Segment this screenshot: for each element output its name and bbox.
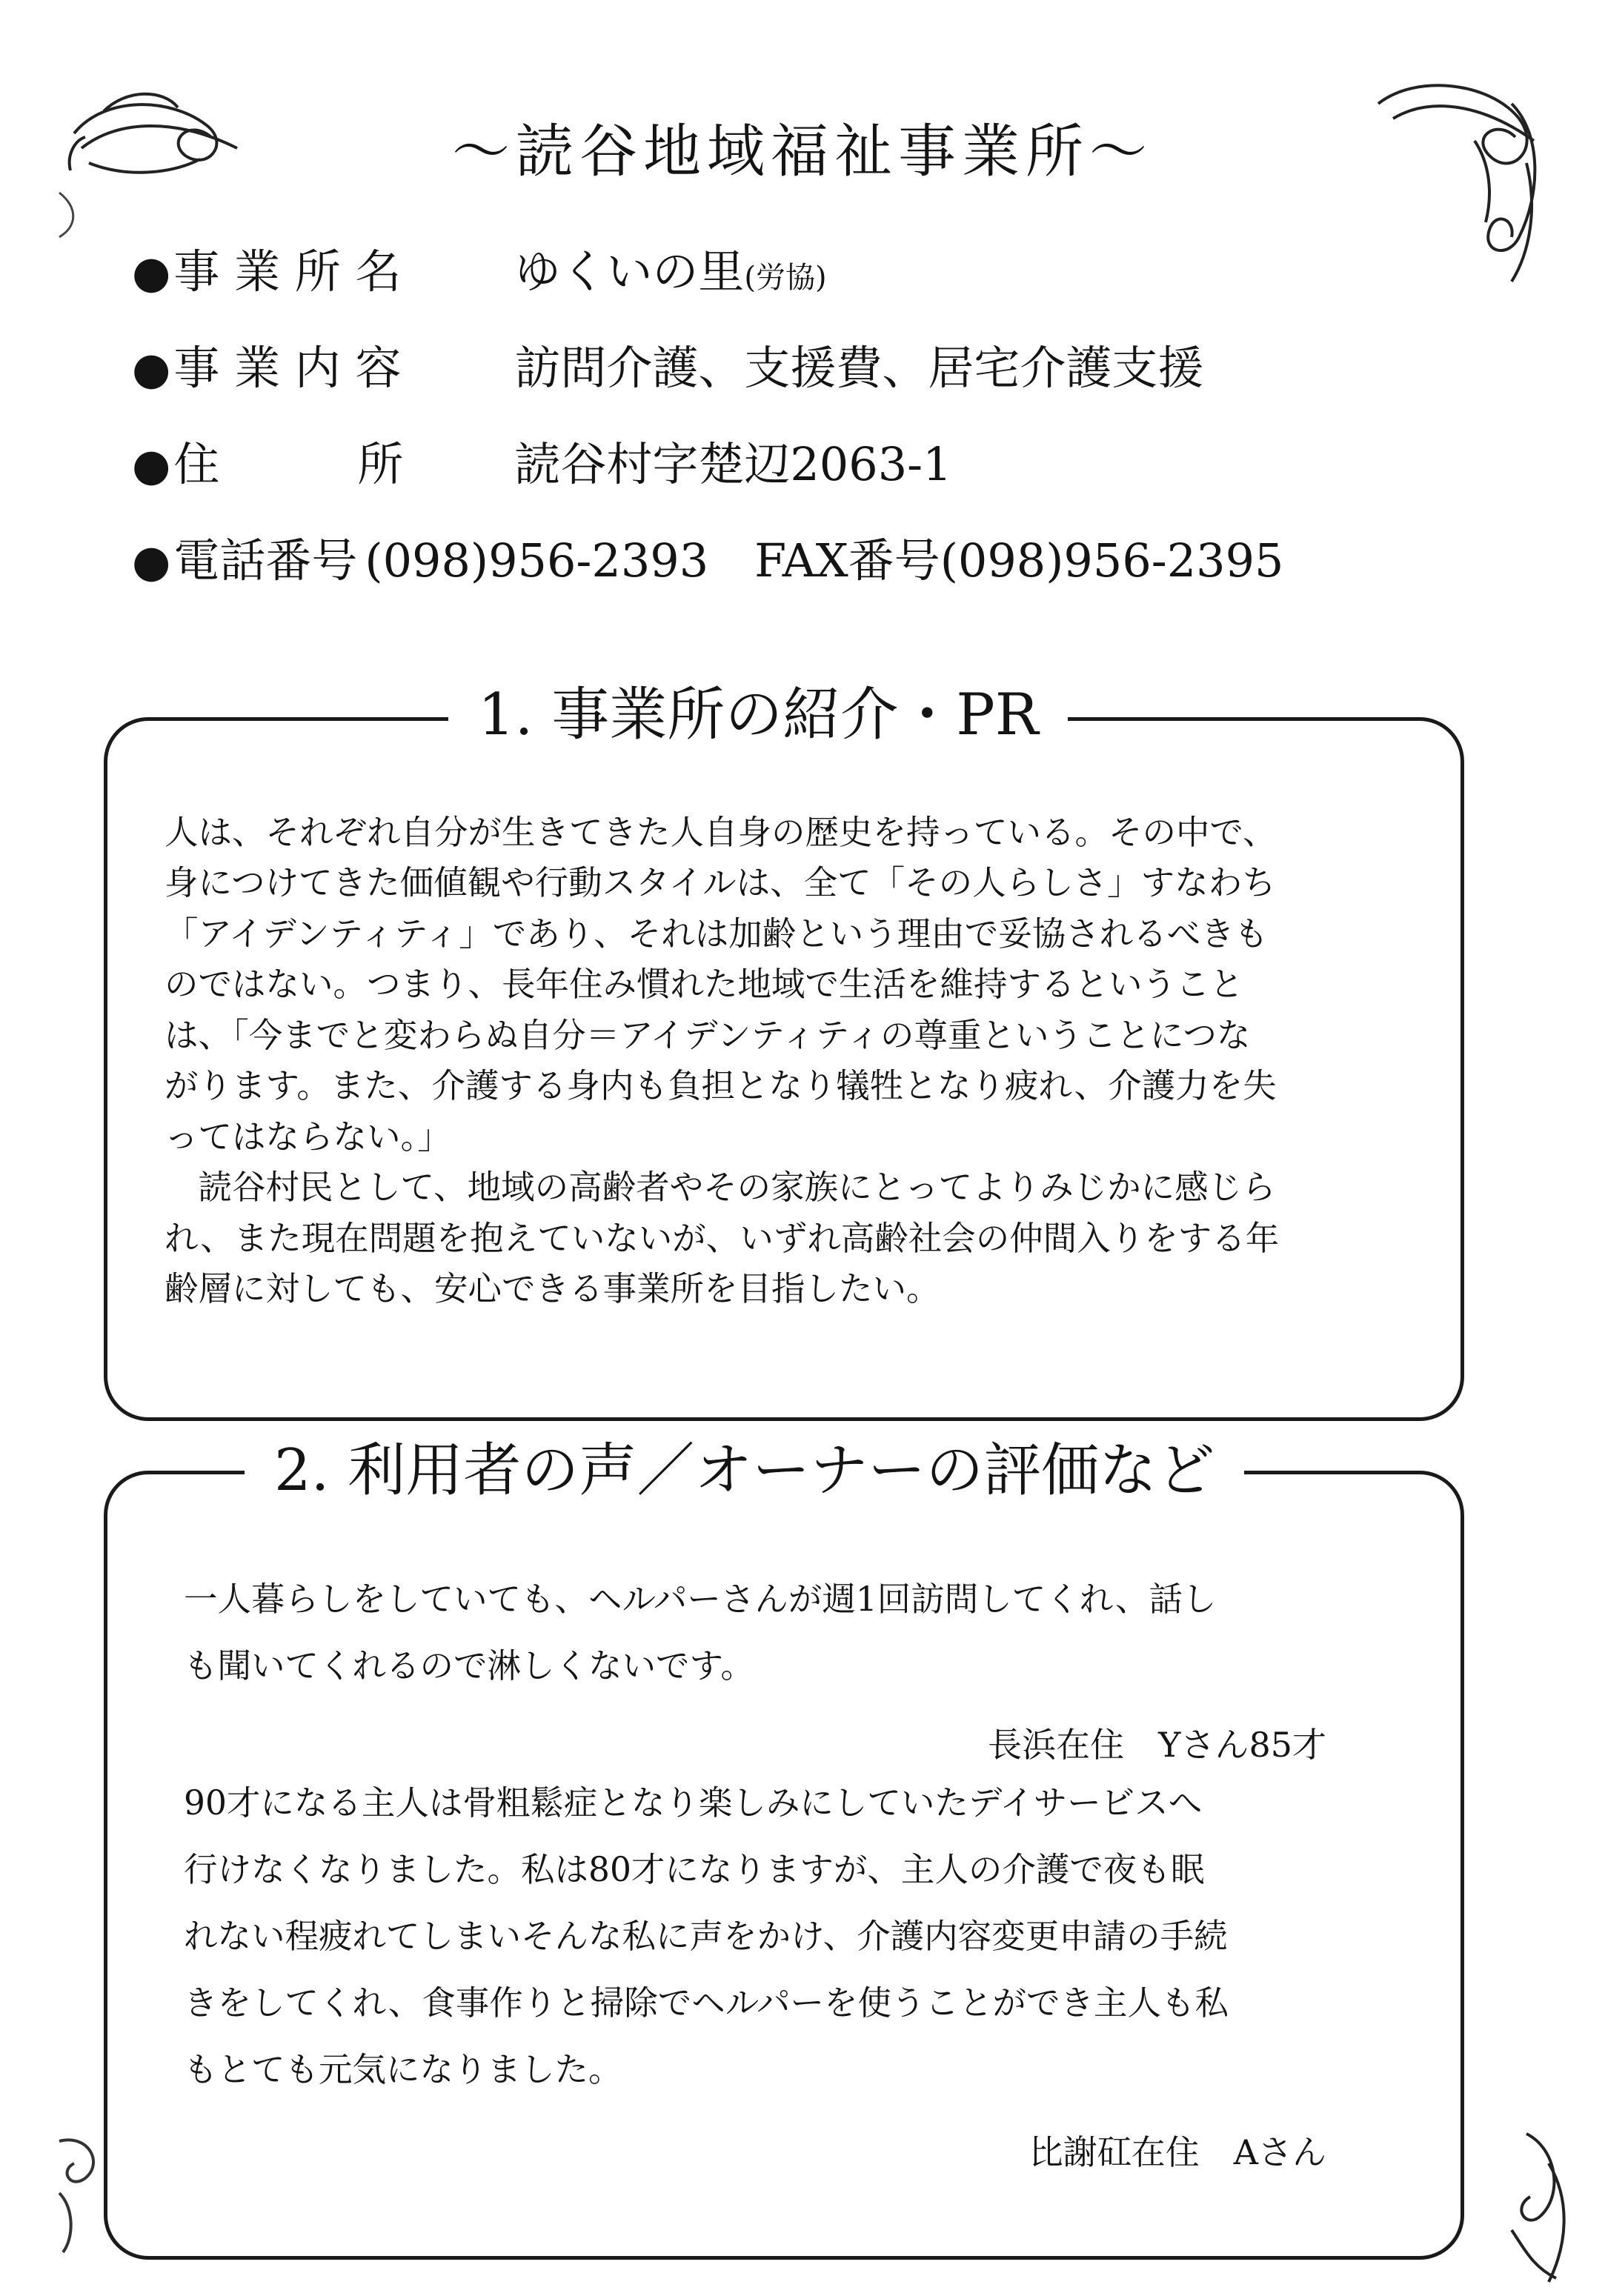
info-value: (098)956-2393 FAX番号(098)956-2395 — [365, 533, 1284, 588]
corner-ornament-bottom-right-icon — [1482, 2119, 1593, 2289]
info-row-address — [132, 433, 952, 496]
info-row-office-name — [132, 241, 827, 309]
bullet-icon: ● — [132, 439, 171, 491]
paragraph-line: 人は、それぞれ自分が生きてきた人自身の歴史を持っている。その中で、 — [165, 813, 1277, 852]
page-title: ～読谷地域福祉事業所～ — [451, 119, 1153, 185]
paragraph-line: がります。また、介護する身内も負担となり犠牲となり疲れ、介護力を失 — [165, 1066, 1277, 1105]
paragraph-line: ってはならない。」 — [165, 1117, 451, 1157]
voice-line: きをしてくれ、食事作りと掃除でヘルパーを使うことができ主人も私 — [184, 1983, 1229, 2023]
bullet-icon: ● — [132, 536, 171, 588]
section-2-heading: 2. 利用者の声／オーナーの評価など — [245, 1434, 1244, 1508]
info-label: 事 業 所 名 — [173, 244, 402, 299]
info-label: 住 所 — [173, 437, 404, 491]
paragraph-line: は、「今までと変わらぬ自分＝アイデンティティの尊重ということにつな — [165, 1016, 1251, 1055]
paragraph-line: のではない。つまり、長年住み慣れた地域で生活を維持するということ — [165, 965, 1244, 1004]
info-label: 電話番号 — [173, 533, 358, 588]
paragraph-line: 「アイデンティティ」であり、それは加齢という理由で妥協されるべきも — [165, 914, 1269, 954]
info-row-business — [132, 337, 1203, 400]
voice-line: 行けなくなりました。私は80才になりますが、主人の介護で夜も眠 — [184, 1850, 1205, 1889]
corner-ornament-left-edge-icon — [44, 185, 89, 244]
bullet-icon: ● — [132, 343, 171, 395]
info-note: (労協) — [744, 261, 827, 295]
voice-line: も聞いてくれるので淋しくないです。 — [184, 1646, 754, 1686]
paragraph-line: 齢層に対しても、安心できる事業所を目指したい。 — [165, 1269, 940, 1308]
info-label: 事 業 内 容 — [173, 341, 402, 395]
section-1-heading: 1. 事業所の紹介・PR — [448, 678, 1068, 752]
voice-line: 一人暮らしをしていても、ヘルパーさんが週1回訪問してくれ、話し — [184, 1580, 1217, 1619]
paragraph-line: れ、また現在問題を抱えていないが、いずれ高齢社会の仲間入りをする年 — [165, 1219, 1280, 1258]
voice-line: れない程疲れてしまいそんな私に声をかけ、介護内容変更申請の手続 — [184, 1917, 1228, 1956]
info-value: ゆくいの里 — [514, 244, 745, 299]
paragraph-line: 読谷村民として、地域の高齢者やその家族にとってよりみじかに感じら — [165, 1168, 1276, 1207]
paragraph-line: 身につけてきた価値観や行動スタイルは、全て「その人らしさ」すなわち — [165, 863, 1276, 902]
info-value: 読谷村字楚辺2063-1 — [514, 437, 952, 491]
voice-line: 90才になる主人は骨粗鬆症となり楽しみにしていたデイサービスへ — [184, 1783, 1203, 1823]
bullet-icon: ● — [132, 247, 171, 299]
voice-attribution: 比謝矼在住 Aさん — [1029, 2132, 1326, 2172]
info-row-contact — [132, 530, 1284, 593]
info-value: 訪問介護、支援費、居宅介護支援 — [514, 341, 1204, 395]
voice-attribution: 長浜在住 Yさん85才 — [988, 1725, 1326, 1765]
voice-line: もとても元気になりました。 — [184, 2050, 622, 2089]
